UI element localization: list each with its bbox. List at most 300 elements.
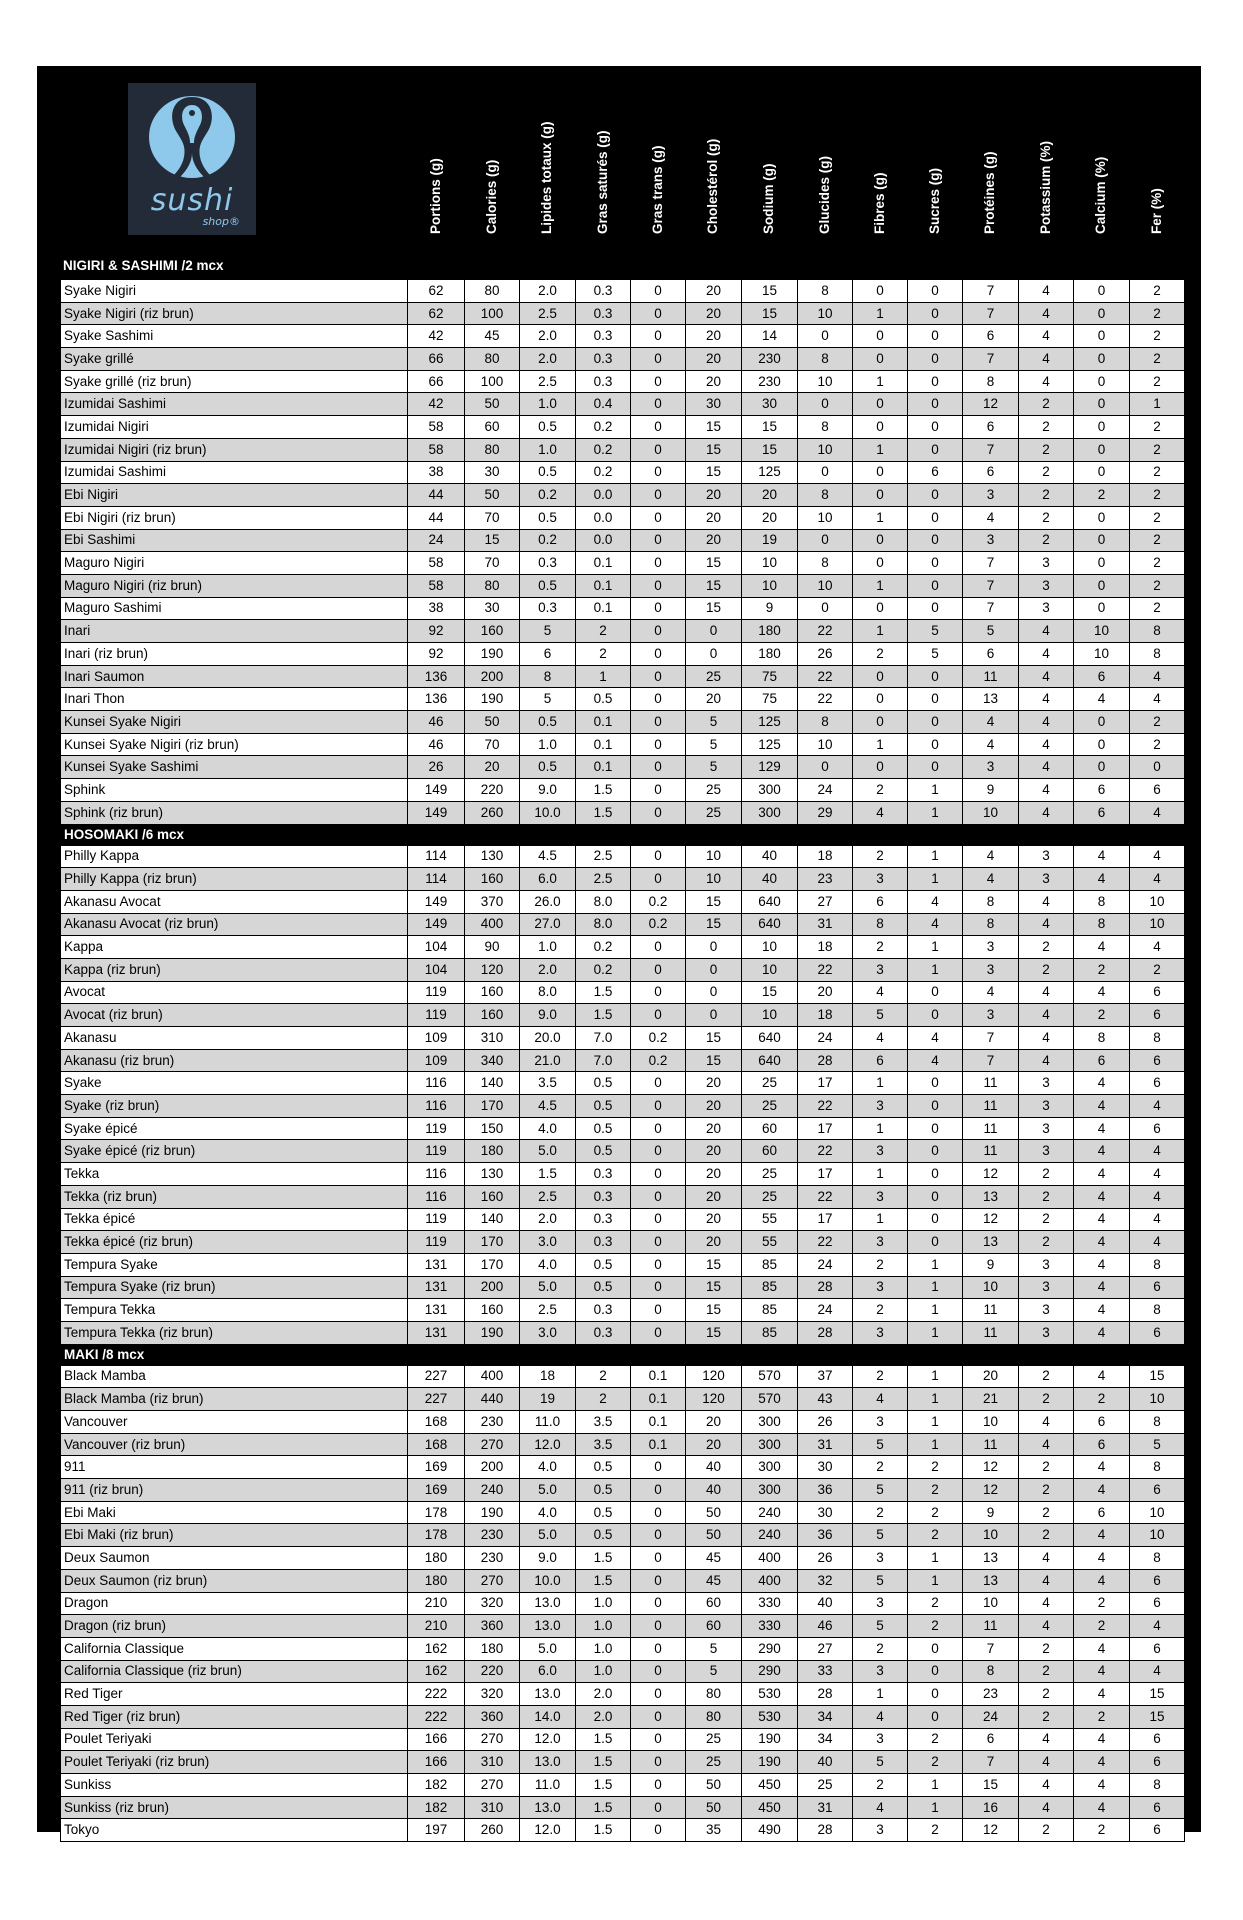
value-cell: 131: [408, 1276, 465, 1299]
value-cell: 1: [908, 1796, 963, 1819]
value-cell: 85: [742, 1253, 798, 1276]
value-cell: 28: [798, 1276, 853, 1299]
value-cell: 0: [853, 461, 908, 484]
table-row: [61, 484, 1185, 507]
value-cell: 15: [686, 574, 742, 597]
value-cell: 0: [686, 936, 742, 959]
item-name-cell: Syake Sashimi: [61, 325, 408, 348]
value-cell: 2: [1074, 1592, 1130, 1615]
value-cell: 8: [1130, 643, 1185, 666]
value-cell: 149: [408, 890, 465, 913]
table-row: [61, 801, 1185, 824]
value-cell: 20: [686, 506, 742, 529]
value-cell: 0: [631, 1321, 686, 1344]
value-cell: 35: [686, 1819, 742, 1842]
value-cell: 0.1: [576, 711, 631, 734]
value-cell: 0.3: [576, 1321, 631, 1344]
value-cell: 15: [742, 438, 798, 461]
table-row: [61, 1433, 1185, 1456]
value-cell: 0: [631, 484, 686, 507]
value-cell: 2: [853, 1501, 908, 1524]
value-cell: 0: [631, 348, 686, 371]
value-cell: 125: [742, 711, 798, 734]
value-cell: 3: [1019, 1117, 1074, 1140]
value-cell: 0: [853, 665, 908, 688]
value-cell: 4: [963, 711, 1019, 734]
column-header-label: Fibres (g): [871, 172, 887, 234]
value-cell: 1.5: [576, 1547, 631, 1570]
value-cell: 0: [631, 438, 686, 461]
value-cell: 30: [686, 393, 742, 416]
value-cell: 240: [742, 1524, 798, 1547]
value-cell: 3: [1019, 1253, 1074, 1276]
value-cell: 75: [742, 688, 798, 711]
column-header-label: Sodium (g): [761, 163, 776, 234]
value-cell: 1: [908, 1569, 963, 1592]
value-cell: 2: [908, 1456, 963, 1479]
table-row: [61, 1456, 1185, 1479]
value-cell: 7.0: [576, 1049, 631, 1072]
value-cell: 1: [853, 620, 908, 643]
value-cell: 2: [1074, 1705, 1130, 1728]
value-cell: 0: [631, 801, 686, 824]
item-name-cell: Avocat (riz brun): [61, 1004, 408, 1027]
value-cell: 5: [853, 1615, 908, 1638]
value-cell: 0: [631, 1524, 686, 1547]
value-cell: 104: [408, 958, 465, 981]
value-cell: 8: [1074, 913, 1130, 936]
value-cell: 20: [686, 1185, 742, 1208]
value-cell: 10: [1130, 1388, 1185, 1411]
item-name-cell: Sunkiss (riz brun): [61, 1796, 408, 1819]
value-cell: 0: [853, 529, 908, 552]
value-cell: 7: [963, 280, 1019, 303]
value-cell: 2: [908, 1592, 963, 1615]
value-cell: 6: [520, 643, 576, 666]
value-cell: 28: [798, 1049, 853, 1072]
value-cell: 8: [798, 348, 853, 371]
value-cell: 2: [1130, 597, 1185, 620]
value-cell: 400: [465, 913, 520, 936]
value-cell: 2: [1074, 1615, 1130, 1638]
value-cell: 0.3: [576, 370, 631, 393]
table-row: [61, 461, 1185, 484]
value-cell: 4: [1074, 1276, 1130, 1299]
value-cell: 15: [686, 1299, 742, 1322]
value-cell: 50: [686, 1774, 742, 1797]
table-row: [61, 958, 1185, 981]
value-cell: 5.0: [520, 1276, 576, 1299]
value-cell: 14.0: [520, 1705, 576, 1728]
value-cell: 9: [742, 597, 798, 620]
value-cell: 12.0: [520, 1433, 576, 1456]
item-name-cell: Inari Thon: [61, 688, 408, 711]
value-cell: 8: [963, 1660, 1019, 1683]
value-cell: 13: [963, 1569, 1019, 1592]
value-cell: 10: [742, 936, 798, 959]
item-name-cell: 911 (riz brun): [61, 1479, 408, 1502]
value-cell: 90: [465, 936, 520, 959]
value-cell: 15: [686, 416, 742, 439]
value-cell: 36: [798, 1524, 853, 1547]
value-cell: 120: [686, 1365, 742, 1388]
value-cell: 2: [1130, 438, 1185, 461]
table-row: [61, 552, 1185, 575]
value-cell: 4: [1130, 801, 1185, 824]
column-header-label: Lipides totaux (g): [539, 121, 554, 234]
value-cell: 0: [853, 597, 908, 620]
value-cell: 7: [963, 348, 1019, 371]
value-cell: 180: [465, 1140, 520, 1163]
value-cell: 0: [853, 416, 908, 439]
value-cell: 4: [1019, 325, 1074, 348]
value-cell: 2: [1019, 1524, 1074, 1547]
value-cell: 0: [853, 325, 908, 348]
value-cell: 2: [908, 1819, 963, 1842]
value-cell: 2: [1019, 1501, 1074, 1524]
value-cell: 2: [1074, 1819, 1130, 1842]
value-cell: 136: [408, 688, 465, 711]
value-cell: 5: [686, 1637, 742, 1660]
value-cell: 116: [408, 1095, 465, 1118]
value-cell: 4: [1019, 1728, 1074, 1751]
value-cell: 0.2: [576, 936, 631, 959]
value-cell: 13: [963, 1185, 1019, 1208]
value-cell: 0: [631, 1276, 686, 1299]
value-cell: 0.3: [576, 325, 631, 348]
item-name-cell: Poulet Teriyaki: [61, 1728, 408, 1751]
value-cell: 12: [963, 393, 1019, 416]
value-cell: 13: [963, 1547, 1019, 1570]
value-cell: 2: [1130, 348, 1185, 371]
value-cell: 0: [631, 1299, 686, 1322]
value-cell: 60: [465, 416, 520, 439]
value-cell: 20: [686, 302, 742, 325]
value-cell: 0: [631, 643, 686, 666]
value-cell: 70: [465, 506, 520, 529]
value-cell: 20: [686, 325, 742, 348]
value-cell: 240: [742, 1501, 798, 1524]
value-cell: 3: [853, 1185, 908, 1208]
value-cell: 4: [1130, 688, 1185, 711]
value-cell: 0: [1074, 416, 1130, 439]
value-cell: 15: [686, 1049, 742, 1072]
value-cell: 92: [408, 643, 465, 666]
value-cell: 0: [1130, 756, 1185, 779]
value-cell: 6: [1130, 1276, 1185, 1299]
value-cell: 160: [465, 981, 520, 1004]
value-cell: 2: [853, 1365, 908, 1388]
value-cell: 0: [631, 733, 686, 756]
value-cell: 4: [1019, 1569, 1074, 1592]
value-cell: 4: [1019, 280, 1074, 303]
value-cell: 2.5: [520, 370, 576, 393]
value-cell: 0.3: [576, 1163, 631, 1186]
value-cell: 3: [853, 1592, 908, 1615]
value-cell: 40: [742, 868, 798, 891]
item-name-cell: Poulet Teriyaki (riz brun): [61, 1751, 408, 1774]
value-cell: 2: [1019, 1683, 1074, 1706]
value-cell: 227: [408, 1388, 465, 1411]
value-cell: 2: [1130, 711, 1185, 734]
value-cell: 0: [1074, 438, 1130, 461]
value-cell: 4.0: [520, 1501, 576, 1524]
value-cell: 0.1: [576, 552, 631, 575]
value-cell: 27: [798, 890, 853, 913]
value-cell: 5: [686, 711, 742, 734]
value-cell: 1.0: [520, 438, 576, 461]
value-cell: 114: [408, 868, 465, 891]
value-cell: 2.5: [520, 302, 576, 325]
value-cell: 13.0: [520, 1615, 576, 1638]
value-cell: 6: [1130, 779, 1185, 802]
value-cell: 4: [853, 801, 908, 824]
value-cell: 0: [631, 1615, 686, 1638]
value-cell: 15: [742, 981, 798, 1004]
value-cell: 10: [963, 1524, 1019, 1547]
value-cell: 1: [908, 1253, 963, 1276]
value-cell: 4: [1130, 845, 1185, 868]
value-cell: 0.5: [576, 1095, 631, 1118]
value-cell: 0: [631, 1751, 686, 1774]
value-cell: 70: [465, 552, 520, 575]
value-cell: 2.0: [576, 1683, 631, 1706]
value-cell: 0: [908, 348, 963, 371]
value-cell: 0: [631, 529, 686, 552]
value-cell: 6: [1130, 1796, 1185, 1819]
value-cell: 62: [408, 280, 465, 303]
value-cell: 4: [1074, 1660, 1130, 1683]
value-cell: 0: [631, 506, 686, 529]
value-cell: 11: [963, 1321, 1019, 1344]
item-name-cell: Inari (riz brun): [61, 643, 408, 666]
item-name-cell: Kunsei Syake Sashimi: [61, 756, 408, 779]
value-cell: 4: [908, 890, 963, 913]
value-cell: 20: [686, 1208, 742, 1231]
item-name-cell: Red Tiger: [61, 1683, 408, 1706]
value-cell: 120: [686, 1388, 742, 1411]
value-cell: 1: [853, 438, 908, 461]
value-cell: 29: [798, 801, 853, 824]
value-cell: 20: [963, 1365, 1019, 1388]
value-cell: 169: [408, 1456, 465, 1479]
value-cell: 22: [798, 1231, 853, 1254]
value-cell: 6: [963, 1728, 1019, 1751]
value-cell: 290: [742, 1660, 798, 1683]
value-cell: 28: [798, 1683, 853, 1706]
item-name-cell: California Classique: [61, 1637, 408, 1660]
value-cell: 360: [465, 1705, 520, 1728]
value-cell: 260: [465, 801, 520, 824]
value-cell: 0: [853, 552, 908, 575]
value-cell: 0: [631, 597, 686, 620]
item-name-cell: Sphink (riz brun): [61, 801, 408, 824]
value-cell: 1: [853, 370, 908, 393]
value-cell: 8.0: [576, 890, 631, 913]
item-name-cell: Deux Saumon: [61, 1547, 408, 1570]
value-cell: 119: [408, 1004, 465, 1027]
value-cell: 2: [1130, 461, 1185, 484]
value-cell: 22: [798, 665, 853, 688]
value-cell: 1: [576, 665, 631, 688]
value-cell: 180: [742, 643, 798, 666]
value-cell: 60: [686, 1592, 742, 1615]
value-cell: 0: [1074, 348, 1130, 371]
value-cell: 0.2: [576, 958, 631, 981]
value-cell: 182: [408, 1774, 465, 1797]
value-cell: 2: [1130, 302, 1185, 325]
value-cell: 3: [853, 1547, 908, 1570]
table-row: [61, 1774, 1185, 1797]
value-cell: 310: [465, 1027, 520, 1050]
table-row: [61, 1524, 1185, 1547]
value-cell: 44: [408, 506, 465, 529]
value-cell: 23: [798, 868, 853, 891]
value-cell: 3: [963, 756, 1019, 779]
value-cell: 200: [465, 665, 520, 688]
value-cell: 2: [853, 1456, 908, 1479]
value-cell: 222: [408, 1683, 465, 1706]
item-name-cell: Vancouver: [61, 1411, 408, 1434]
value-cell: 4: [1019, 370, 1074, 393]
value-cell: 2: [1019, 1231, 1074, 1254]
value-cell: 0: [908, 1208, 963, 1231]
value-cell: 17: [798, 1208, 853, 1231]
value-cell: 640: [742, 913, 798, 936]
value-cell: 4: [963, 868, 1019, 891]
value-cell: 27.0: [520, 913, 576, 936]
value-cell: 0: [908, 280, 963, 303]
value-cell: 4: [1074, 1796, 1130, 1819]
value-cell: 3: [1019, 552, 1074, 575]
value-cell: 1: [908, 1547, 963, 1570]
value-cell: 66: [408, 370, 465, 393]
value-cell: 180: [408, 1569, 465, 1592]
value-cell: 166: [408, 1751, 465, 1774]
value-cell: 168: [408, 1411, 465, 1434]
value-cell: 15: [686, 1276, 742, 1299]
value-cell: 19: [520, 1388, 576, 1411]
value-cell: 0: [908, 1705, 963, 1728]
value-cell: 13.0: [520, 1592, 576, 1615]
value-cell: 131: [408, 1253, 465, 1276]
value-cell: 300: [742, 779, 798, 802]
item-name-cell: Tempura Syake: [61, 1253, 408, 1276]
value-cell: 46: [408, 711, 465, 734]
value-cell: 7: [963, 597, 1019, 620]
value-cell: 0: [631, 756, 686, 779]
value-cell: 1.5: [576, 1774, 631, 1797]
value-cell: 1: [908, 801, 963, 824]
value-cell: 4: [1074, 1185, 1130, 1208]
value-cell: 34: [798, 1728, 853, 1751]
value-cell: 3: [1019, 1095, 1074, 1118]
value-cell: 80: [465, 438, 520, 461]
value-cell: 0: [631, 1185, 686, 1208]
value-cell: 24: [798, 1299, 853, 1322]
value-cell: 0.4: [576, 393, 631, 416]
column-header-label: Potassium (%): [1037, 140, 1053, 234]
value-cell: 150: [465, 1117, 520, 1140]
value-cell: 1.0: [520, 393, 576, 416]
value-cell: 0: [1074, 325, 1130, 348]
value-cell: 0: [631, 1163, 686, 1186]
value-cell: 0: [631, 868, 686, 891]
value-cell: 8: [798, 280, 853, 303]
value-cell: 0: [631, 1683, 686, 1706]
value-cell: 0: [908, 1231, 963, 1254]
value-cell: 0.3: [520, 552, 576, 575]
value-cell: 0: [631, 1774, 686, 1797]
value-cell: 270: [465, 1774, 520, 1797]
value-cell: 20: [686, 529, 742, 552]
value-cell: 1.0: [576, 1660, 631, 1683]
fish-emblem-icon: [128, 83, 256, 187]
value-cell: 20: [742, 506, 798, 529]
value-cell: 0.2: [576, 461, 631, 484]
value-cell: 20: [686, 1411, 742, 1434]
value-cell: 0: [908, 665, 963, 688]
value-cell: 0: [1074, 711, 1130, 734]
value-cell: 1.5: [576, 1796, 631, 1819]
value-cell: 3.0: [520, 1321, 576, 1344]
value-cell: 6: [853, 1049, 908, 1072]
value-cell: 25: [686, 665, 742, 688]
value-cell: 210: [408, 1615, 465, 1638]
value-cell: 25: [686, 779, 742, 802]
value-cell: 9.0: [520, 1004, 576, 1027]
value-cell: 0.5: [576, 1524, 631, 1547]
value-cell: 4.5: [520, 1095, 576, 1118]
value-cell: 450: [742, 1774, 798, 1797]
value-cell: 40: [686, 1456, 742, 1479]
item-name-cell: Maguro Nigiri: [61, 552, 408, 575]
value-cell: 104: [408, 936, 465, 959]
value-cell: 0: [908, 325, 963, 348]
value-cell: 10: [686, 868, 742, 891]
value-cell: 220: [465, 779, 520, 802]
value-cell: 6: [1074, 1501, 1130, 1524]
value-cell: 360: [465, 1615, 520, 1638]
value-cell: 0.2: [631, 1027, 686, 1050]
value-cell: 26: [798, 1411, 853, 1434]
value-cell: 5.0: [520, 1140, 576, 1163]
item-name-cell: Izumidai Nigiri: [61, 416, 408, 439]
value-cell: 4: [1019, 756, 1074, 779]
value-cell: 6: [1130, 1751, 1185, 1774]
value-cell: 0: [631, 1117, 686, 1140]
value-cell: 0: [908, 1004, 963, 1027]
value-cell: 119: [408, 1231, 465, 1254]
value-cell: 2: [1019, 1365, 1074, 1388]
table-row: [61, 1140, 1185, 1163]
value-cell: 28: [798, 1819, 853, 1842]
value-cell: 0: [908, 1637, 963, 1660]
value-cell: 50: [465, 711, 520, 734]
value-cell: 50: [686, 1796, 742, 1819]
value-cell: 13.0: [520, 1751, 576, 1774]
value-cell: 2: [1130, 529, 1185, 552]
value-cell: 0: [908, 484, 963, 507]
value-cell: 1.5: [576, 801, 631, 824]
value-cell: 0: [908, 393, 963, 416]
value-cell: 58: [408, 438, 465, 461]
value-cell: 7.0: [576, 1027, 631, 1050]
value-cell: 3: [853, 958, 908, 981]
value-cell: 25: [798, 1774, 853, 1797]
value-cell: 6: [1130, 1819, 1185, 1842]
value-cell: 11: [963, 665, 1019, 688]
